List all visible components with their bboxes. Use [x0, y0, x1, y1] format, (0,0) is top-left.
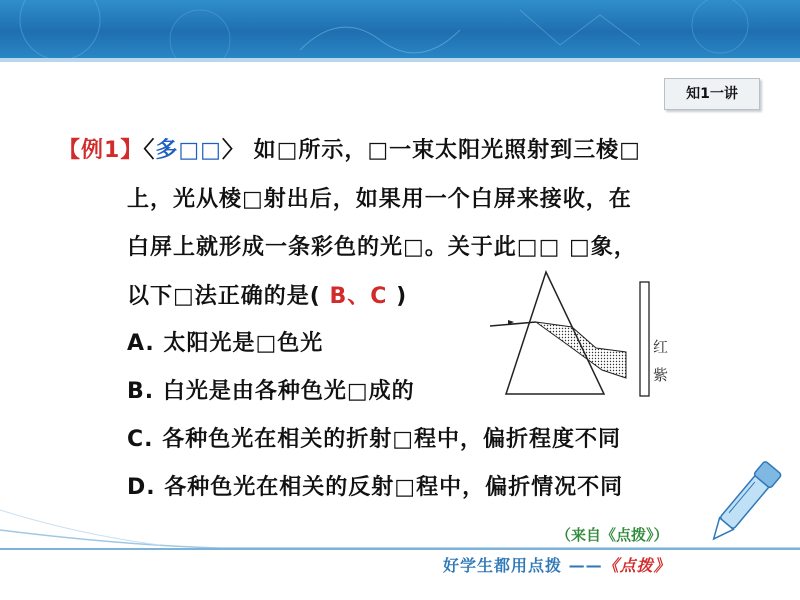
- label-violet: 紫: [653, 366, 669, 384]
- type-suffix: 〉: [221, 138, 245, 163]
- option-text: 白光是由各种色光□成的: [162, 379, 415, 404]
- example-label: 【例1】: [58, 138, 144, 163]
- option-letter: C.: [127, 427, 154, 452]
- option-a: [127, 326, 323, 357]
- option-b: [127, 374, 415, 405]
- prism-figure: [486, 270, 686, 400]
- option-text: 各种色光在相关的折射□程中，偏折程度不同: [162, 427, 621, 452]
- question-text-4: 以下□法正确的是(: [127, 284, 321, 309]
- source-note: （来自《点拨》）: [556, 526, 669, 544]
- type-prefix: 〈: [143, 138, 156, 163]
- question-type: 多□□: [155, 138, 222, 163]
- header-underline: [0, 58, 800, 62]
- answer: B、C: [329, 284, 388, 309]
- option-letter: D.: [127, 475, 156, 500]
- question-line-4: [127, 279, 407, 310]
- option-text: 各种色光在相关的反射□程中，偏折情况不同: [164, 475, 624, 500]
- option-letter: B.: [127, 379, 155, 404]
- section-tag: 知1一讲: [664, 78, 760, 110]
- option-text: 太阳光是□色光: [163, 331, 324, 356]
- brand-name: 《点拨》: [602, 556, 671, 575]
- label-red: 红: [653, 338, 669, 356]
- screen: [640, 282, 649, 396]
- question-line-2: 上，光从棱□射出后，如果用一个白屏来接收，在: [127, 187, 632, 212]
- header-band: [0, 0, 800, 58]
- header-decoration: [0, 0, 800, 58]
- question-line-1: [58, 133, 641, 164]
- footer-line: [0, 548, 800, 550]
- option-c: [127, 422, 621, 453]
- pen-icon: [690, 440, 800, 560]
- slogan-text: 好学生都用点拨 ——: [443, 556, 603, 575]
- question-text-4-end: ): [396, 284, 408, 309]
- footer-slogan: [443, 553, 671, 576]
- option-letter: A.: [127, 331, 155, 356]
- question-line-3: 白屏上就形成一条彩色的光□。关于此□□ □象，: [127, 235, 637, 260]
- question-text-1: 如□所示，□一束太阳光照射到三棱□: [253, 138, 641, 163]
